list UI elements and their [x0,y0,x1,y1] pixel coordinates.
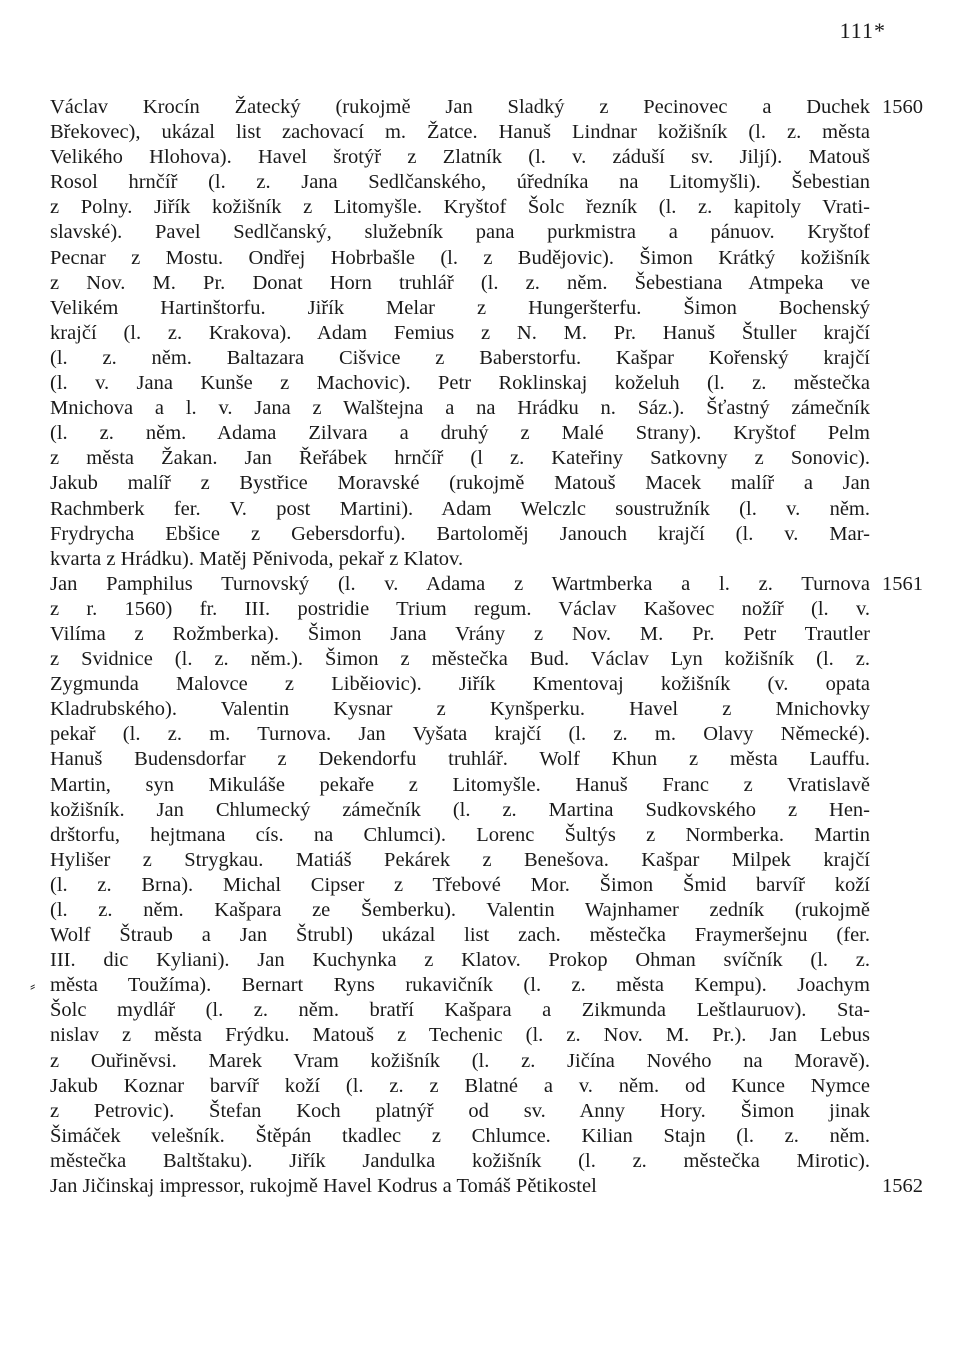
text-line: z Ouřiněvsi. Marek Vram kožišník (l. z. Jičína Nového na Moravě). [50,1049,870,1072]
text-line: z Polny. Jiřík kožišník z Litomyšle. Kryštof Šolc řezník (l. z. kapitoly Vrati- [50,196,870,219]
text-line: slavské). Pavel Sedlčanský, služebník pana purkmistra a pánuov. Kryštof [50,221,870,244]
text-line: Vilíma z Rožmberka). Šimon Jana Vrány z Nov. M. Pr. Petr Trautler [50,622,870,645]
text-line: města Toužíma). Bernart Ryns rukavičník (l. z. města Kempu). Joachym [50,974,870,997]
text-line: (l. z. něm. Kašpara ze Šemberku). Valentin Wajnhamer zedník (rukojmě [50,899,870,921]
text-line: Frydrycha Ebšice z Gebersdorfu). Bartoloměj Janouch krajčí (l. v. Mar- [50,522,870,545]
text-line: pekař (l. z. m. Turnova. Jan Vyšata krajčí (l. z. m. Olavy Německé). [50,723,870,746]
text-line: Břekovec), ukázal list zachovací m. Žatce. Hanuš Lindnar kožišník (l. z. města [50,121,870,144]
text-line: kožišník. Jan Chlumecký zámečník (l. z. Martina Sudkovského z Hen- [50,798,870,821]
margin-year: 1561 [882,572,923,595]
text-line: (l. z. něm. Baltazara Cišvice z Baberstorfu. Kašpar Kořenský krajčí [50,346,870,369]
text-line: (l. z. Brna). Michal Cipser z Třebové Mor. Šimon Šmid barvíř koží [50,873,870,896]
text-line: Jan Jičinskaj impressor, rukojmě Havel Kodrus a Tomáš Pětikostel [50,1175,597,1198]
text-line: Velikém Hartinštorfu. Jiřík Melar z Hungeršterfu. Šimon Bochenský [50,296,870,319]
margin-year: 1560 [882,96,923,118]
text-line: nislav z města Frýdku. Matouš z Techenic (l. z. Nov. M. Pr.). Jan Lebus [50,1024,870,1047]
margin-mark: ⸗ [30,977,36,995]
text-line: z města Žakan. Jan Řeřábek hrnčíř (l z. Kateřiny Satkovny z Sonovic). [50,447,870,470]
text-line: drštorfu, hejtmana cís. na Chlumci). Lorenc Šultýs z Normberka. Martin [50,823,870,846]
text-line: Jakub malíř z Bystřice Moravské (rukojmě Matouš Macek malíř a Jan [50,472,870,495]
text-line: Hylišer z Strygkau. Matiáš Pekárek z Benešova. Kašpar Milpek krajčí [50,848,870,871]
text-line: z Svidnice (l. z. něm.). Šimon z městečka Bud. Václav Lyn kožišník (l. z. [50,648,870,671]
text-line: III. dic Kyliani). Jan Kuchynka z Klatov. Prokop Ohman svíčník (l. z. [50,949,870,972]
text-line: Hanuš Budensdorfar z Dekendorfu truhlář. Wolf Khun z města Lauffu. [50,748,870,771]
text-line: z Petrovic). Štefan Koch platnýř od sv. Anny Hory. Šimon jinak [50,1099,870,1122]
text-line: Jakub Koznar barvíř koží (l. z. z Blatné a v. něm. od Kunce Nymce [50,1074,870,1097]
text-line: městečka Baltštaku). Jiřík Jandulka kožišník (l. z. městečka Mirotic). [50,1149,870,1172]
text-line: Jan Pamphilus Turnovský (l. v. Adama z Wartmberka a l. z. Turnova [50,572,870,595]
text-line: Velikého Hlohova). Havel šrotýř z Zlatník (l. v. záduší sv. Jiljí). Matouš [50,146,870,169]
text-body [50,95,870,1199]
text-line: Kladrubského). Valentin Kysnar z Kynšperku. Havel z Mnichovky [50,698,870,721]
text-line: z Nov. M. Pr. Donat Horn truhlář (l. z. něm. Šebestiana Atmpeka ve [50,271,870,294]
text-line: Rachmberk fer. V. post Martini). Adam Welczlc soustružník (l. v. něm. [50,497,870,520]
text-line: krajčí (l. z. Krakova). Adam Femius z N. M. Pr. Hanuš Štuller krajčí [50,321,870,344]
text-line: Mnichova a l. v. Jana z Walštejna a na Hrádku n. Sáz.). Šťastný zámečník [50,397,870,420]
text-line: Zygmunda Malovce z Liběiovic). Jiřík Kmentovaj kožišník (v. opata [50,673,870,696]
text-line: (l. z. něm. Adama Zilvara a druhý z Malé Strany). Kryštof Pelm [50,422,870,445]
text-line: Šolc mydlář (l. z. něm. bratří Kašpara a Zikmunda Leštlauruov). Sta- [50,999,870,1022]
text-line: kvarta z Hrádku). Matěj Pěnivoda, pekař z Klatov. [50,547,464,570]
text-line: Václav Krocín Žatecký (rukojmě Jan Sladký z Pecinovec a Duchek [50,96,870,118]
text-line: Rosol hrnčíř (l. z. Jana Sedlčanského, úředníka na Litomyšli). Šebestian [50,171,870,194]
text-line: Wolf Štraub a Jan Štrubl) ukázal list zach. městečka Fraymeršejnu (fer. [50,924,870,947]
text-line: Pecnar z Mostu. Ondřej Hobrbašle (l. z Budějovic). Šimon Krátký kožišník [50,246,870,269]
text-line: Šimáček velešník. Štěpán tkadlec z Chlumce. Kilian Stajn (l. z. něm. [50,1124,870,1147]
margin-year: 1562 [882,1175,923,1198]
text-line: z r. 1560) fr. III. postridie Trium regum. Václav Kašovec nožíř (l. v. [50,597,870,620]
page-number: 111* [839,18,886,43]
text-line: (l. v. Jana Kunše z Machovic). Petr Roklinskaj koželuh (l. z. městečka [50,372,870,395]
text-line: Martin, syn Mikuláše pekaře z Litomyšle. Hanuš Franc z Vratislavě [50,773,870,796]
